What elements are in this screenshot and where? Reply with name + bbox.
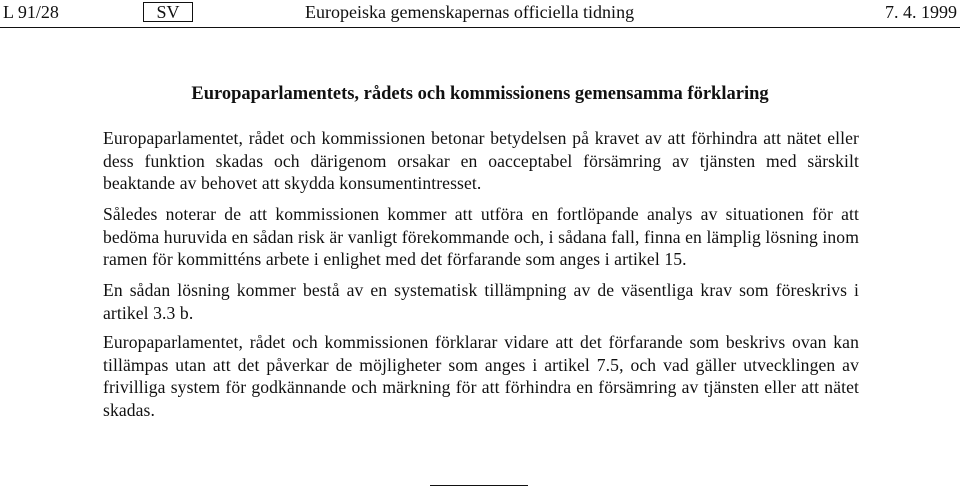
footer-divider (430, 485, 528, 486)
document-title: Europaparlamentets, rådets och kommissionens gemensamma förklaring (191, 84, 769, 104)
paragraph-4: Europaparlamentet, rådet och kommissionen förklarar vidare att det förfarande som beskrivs ovan kan tillämpas utan att det påverkar de möjligheter som anges i artikel 7.5, och vad gäller utvecklingen av frivilliga system för godkännande och märkning för att förhindra en försämring av tjänsten eller att nätet skadas. (103, 332, 859, 421)
paragraph-2: Således noterar de att kommissionen kommer att utföra en fortlöpande analys av situationen för att bedöma huruvida en sådan risk är vanligt förekommande och, i sådana fall, finna en lämplig lösning inom ramen för kommitténs arbete i enlighet med det förfarande som anges i artikel 15. (103, 204, 859, 270)
page-header (0, 0, 960, 28)
paragraph-3: En sådan lösning kommer bestå av en systematisk tillämpning av de väsentliga krav som föreskrivs i artikel 3.3 b. (103, 280, 859, 323)
page-reference: L 91/28 (3, 2, 59, 22)
publication-date: 7. 4. 1999 (885, 2, 957, 22)
paragraph-1: Europaparlamentet, rådet och kommissionen betonar betydelsen på kravet av att förhindra att nätet eller dess funktion skadas och därigenom orsakar en oacceptabel försämring av tjänsten med särskilt beaktande av behovet att skydda konsumentintresset. (103, 128, 859, 194)
journal-title: Europeiska gemenskapernas officiella tidning (305, 2, 635, 22)
language-badge: SV (143, 2, 193, 22)
